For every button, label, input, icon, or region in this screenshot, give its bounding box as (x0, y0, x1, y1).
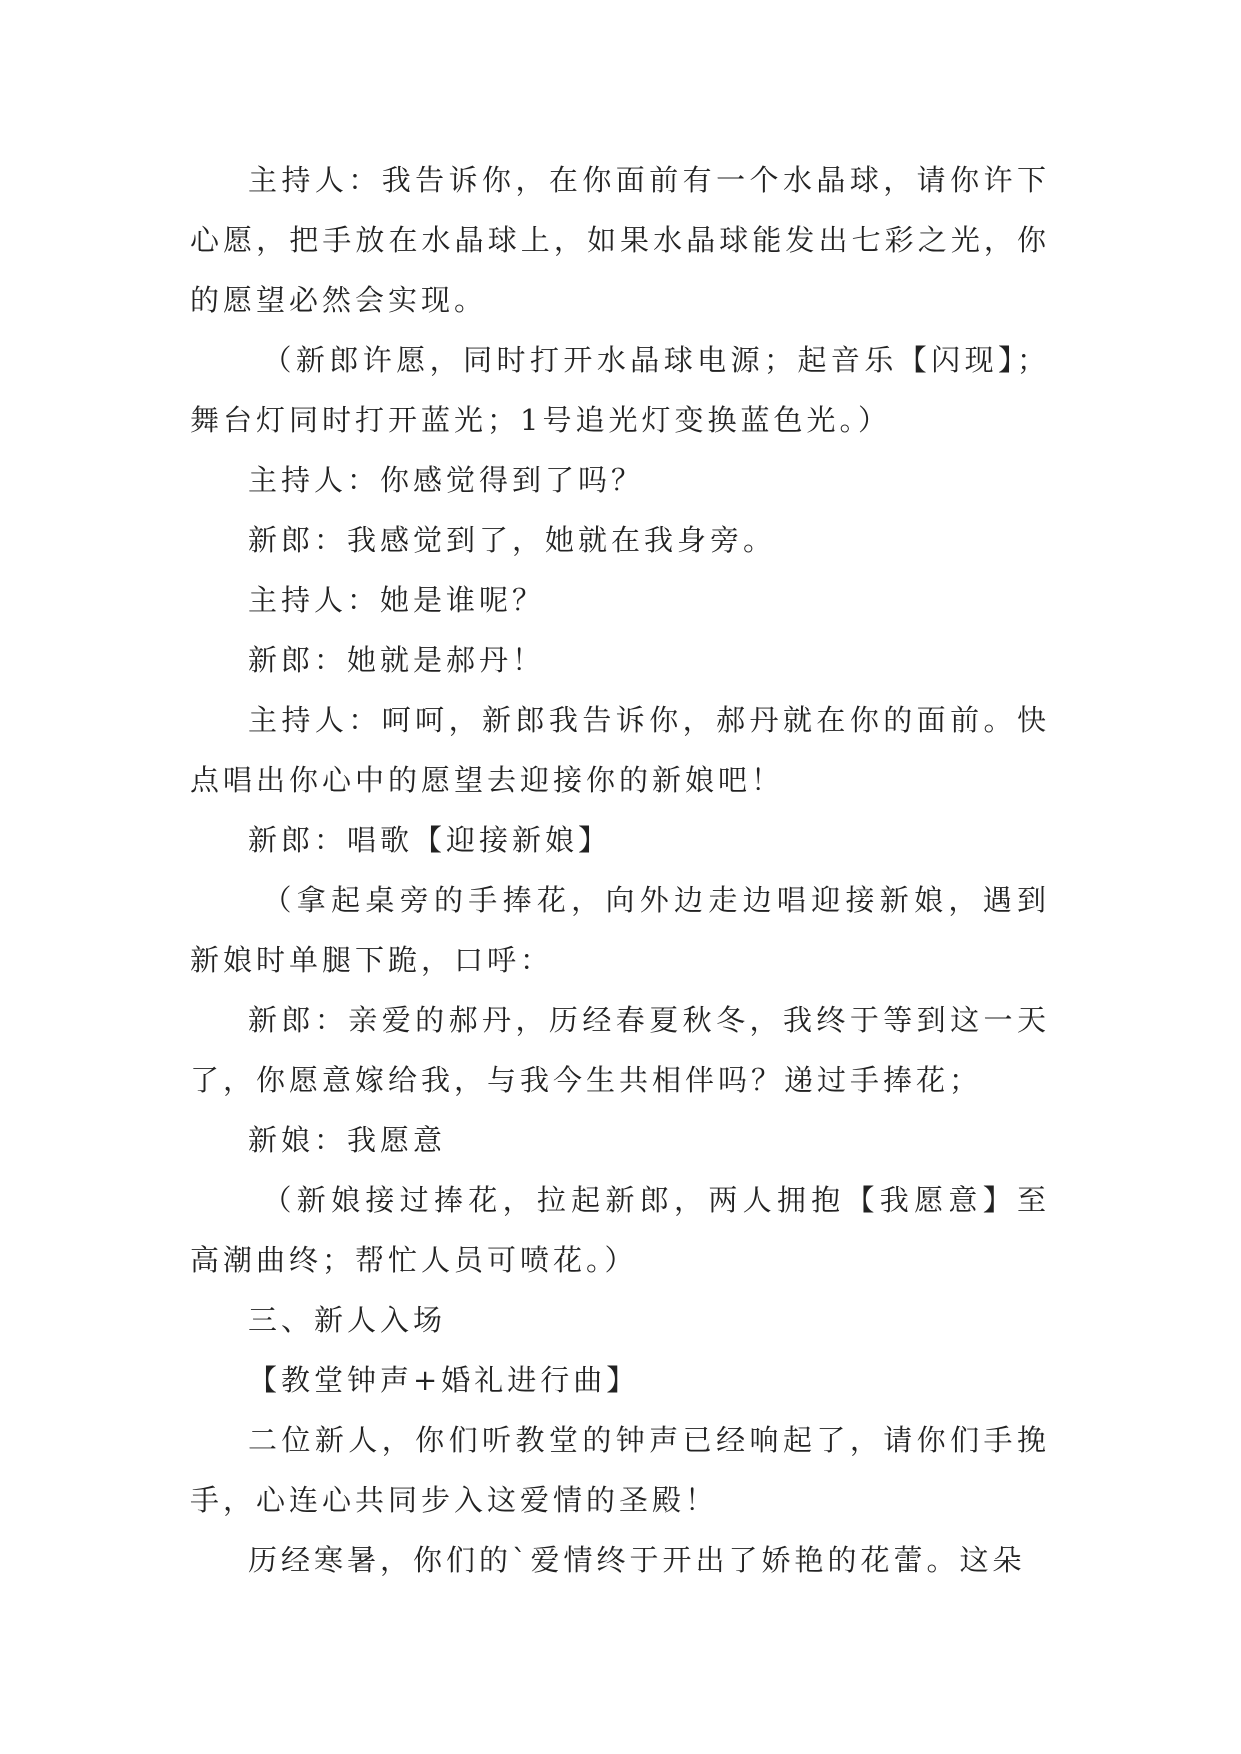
paragraph-groom-proposal: 新郎：亲爱的郝丹，历经春夏秋冬，我终于等到这一天了，你愿意嫁给我，与我今生共相伴吗？递过手捧花； (190, 1003, 1050, 1097)
paragraph-groom-name: 新郎：她就是郝丹！ (248, 643, 546, 677)
paragraph-stage-direction-embrace: （新娘接过捧花，拉起新郎，两人拥抱【我愿意】至高潮曲终；帮忙人员可喷花。） (190, 1183, 1050, 1277)
paragraph-entrance-speech: 二位新人，你们听教堂的钟声已经响起了，请你们手挽手，心连心共同步入这爱情的圣殿！ (190, 1423, 1050, 1517)
paragraph-love-blossom: 历经寒暑，你们的`爱情终于开出了娇艳的花蕾。这朵 (248, 1543, 1026, 1577)
paragraph-host-sing: 主持人：呵呵，新郎我告诉你，郝丹就在你的面前。快点唱出你心中的愿望去迎接你的新娘吧！ (190, 703, 1050, 797)
paragraph-host-crystal-ball: 主持人：我告诉你，在你面前有一个水晶球，请你许下心愿，把手放在水晶球上，如果水晶球能发出七彩之光，你的愿望必然会实现。 (190, 163, 1050, 317)
paragraph-bride-answer: 新娘：我愿意 (248, 1123, 447, 1157)
paragraph-host-question: 主持人：你感觉得到了吗？ (248, 463, 645, 497)
paragraph-groom-song: 新郎：唱歌【迎接新娘】 (248, 823, 612, 857)
paragraph-host-who: 主持人：她是谁呢？ (248, 583, 546, 617)
paragraph-stage-direction-bouquet: （拿起桌旁的手捧花，向外边走边唱迎接新娘，遇到新娘时单腿下跪，口呼： (190, 883, 1050, 977)
paragraph-stage-direction-wish: （新郎许愿，同时打开水晶球电源；起音乐【闪现】；舞台灯同时打开蓝光；1号追光灯变换蓝色光。） (190, 343, 1050, 437)
document-body (190, 150, 1050, 1590)
section-heading-entrance: 三、新人入场 (248, 1303, 447, 1337)
paragraph-groom-feel: 新郎：我感觉到了，她就在我身旁。 (248, 523, 777, 557)
paragraph-music-cue: 【教堂钟声+婚礼进行曲】 (248, 1363, 640, 1397)
